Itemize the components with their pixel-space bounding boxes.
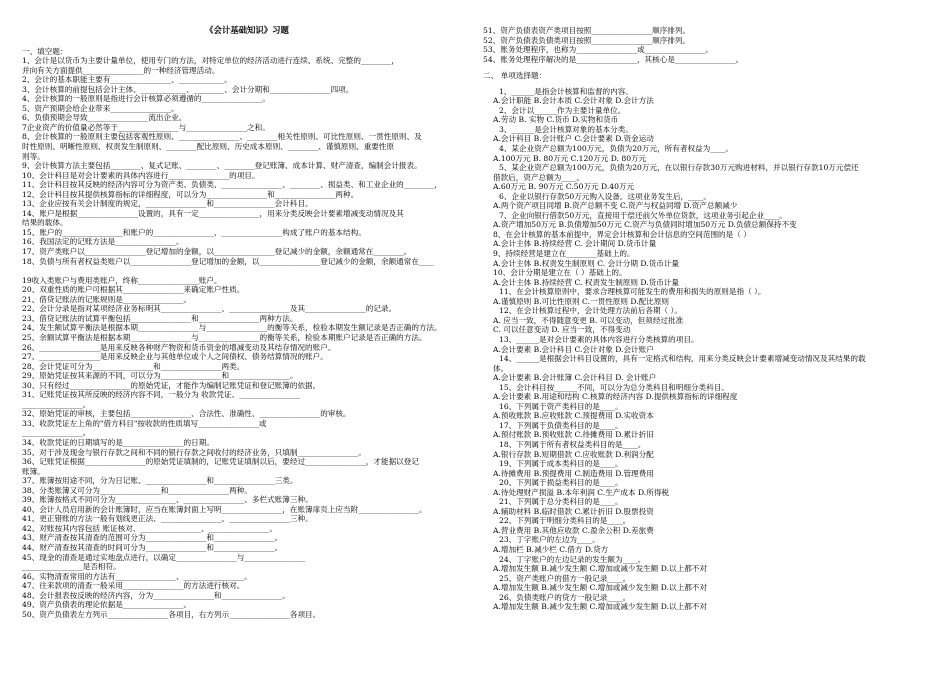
choice-line: 10、会计分期是建立在（ ）基础上的。 <box>493 268 627 278</box>
choice-line: 24、丁字账户的左边记录的发生额为____。 <box>499 554 646 564</box>
choice-line: 2、会计以______作为主要计量单位。 <box>499 105 626 115</box>
choice-line: A.待摊费用 B.预提费用 C.制造费用 D.管理费用 <box>493 468 654 478</box>
choice-line: 15、会计科目按______不同，可以分为总分类科目和明细分类科目。 <box>499 382 729 392</box>
question-line: 时性原则、明晰性原则、权责发生制原则、________配比原则、历史成本原则、________、谨慎原则、重要性原 <box>22 142 395 152</box>
choice-line: 23、丁字账户的左边为____。 <box>499 535 600 545</box>
question-line: 11、会计科目按其反映的经济内容可分为资产类、负债类、________________、________、损益类、和工业企业的________， <box>22 180 442 190</box>
question-line: 37、账簿按用途不同，分为日记账、________________和________________三类。 <box>22 476 298 486</box>
question-line: 21、借贷记账法的记账规则是________________。 <box>22 294 192 304</box>
question-line: 12、会计科目按其提供核算指标的详细程度，可以分为________________和________________两种。 <box>22 189 359 199</box>
question-line: 39、账簿按格式不同可分为________________、________________、多栏式账簿三种。 <box>22 495 313 505</box>
choice-line: 11、在会计核算原则中，要求合理核算可能发生的费用和损失的原则是指（ ）。 <box>499 287 766 297</box>
choice-line: 3、______是会计核算对象的基本分类。 <box>499 124 633 134</box>
choice-line: 4、某企业资产总额为100万元，负债为20万元，所有者权益为____。 <box>499 144 734 154</box>
question-line: 23、借贷记账法的试算平衡包括________________和________________两种方法。 <box>22 313 298 323</box>
choice-line: A.会计主体 B.权责发生制原则 C. 会计分期 D.货币计量 <box>493 258 680 268</box>
document-title: 《会计基础知识》习题 <box>205 25 289 35</box>
question-line: 52、资产负债表负债类项目按照________________顺序排列。 <box>483 35 691 45</box>
question-line: 一、填空题： <box>22 46 68 56</box>
choice-line: 18、下列属于所有者权益类科目的是____。 <box>499 439 646 449</box>
left-column <box>22 0 472 619</box>
question-line: 34、收款凭证的日期填写的是________________的日期。 <box>22 437 214 447</box>
choice-questions <box>483 87 931 612</box>
choice-line: 12、在会计核算过程中，会计处理方法前后各期（ ）。 <box>499 306 682 316</box>
question-line: ________________。 <box>22 428 91 438</box>
question-line: 43、财产清查按其清查的范围可分为________________和________________。 <box>22 533 283 543</box>
choice-line: A.预付账款 B.预收账款 C.待摊费用 D.累计折旧 <box>493 430 654 440</box>
choice-line: A.会计要素 B.会计科目 C.会计对象 D.会计账户 <box>493 344 654 354</box>
question-line: 24、发生额试算平衡法是根据本期________________与________________的衡等关系，检验本期发生额记录是否正确的方法。 <box>22 323 442 333</box>
question-line: ________________。 <box>22 399 91 409</box>
choice-line: 25、资产类账户的借方一般记录____。 <box>499 573 631 583</box>
choice-line: A.辅助材料 B.临时借款 C.累计折旧 D.股票投资 <box>493 506 654 516</box>
choice-line: 1、______是指会计核算和监督的内容。 <box>499 86 633 96</box>
choice-line: A.会计要素 B.用途和结构 C.核算的经济内容 D.提供核算指标的详细程度 <box>493 392 738 402</box>
choice-line: 5、某企业资产总额为100万元，负债为20万元，在以银行存款30万元购进材料，并以银行存款10万元偿还 <box>499 163 859 173</box>
question-line: 33、收款凭证左上角的"借方科目"按收款的性质填写________________或 <box>22 418 267 428</box>
question-line: 30、只有经过________________的原始凭证，才能作为编制记账凭证和登记账簿的依据。 <box>22 380 321 390</box>
choice-line: 13、______是对会计要素的具体内容进行分类核算的项目。 <box>499 334 699 344</box>
question-line: 41、更正错账的方法一般有划线更正法、________________、________________三种。 <box>22 514 313 524</box>
question-line: 并向有关方面提供________________的一种经济管理活动。 <box>22 65 220 75</box>
question-line: 22、会计分录是指对某项经济业务标明其________________、________________及其________________的记录。 <box>22 304 397 314</box>
question-line: 2、会计的基本职能主要有________________、____________。 <box>22 75 232 85</box>
choice-line: A.会计职能 B.会计本质 C.会计对象 D.会计方法 <box>493 96 654 106</box>
question-line: 17、资产类账户以________________登记增加的金额，以________________登记减少的金额，余额通常在________。 <box>22 247 412 257</box>
choice-line: A.会计主体 B.持续经营 C. 会计期间 D.货币计量 <box>493 239 657 249</box>
choice-line: C. 可以任意变动 D. 应当一致，不得变动 <box>493 325 631 335</box>
question-line: 5、资产预期会给企业带来________________。 <box>22 103 179 113</box>
choice-line: 16、下列属于资产类科目的是____。 <box>499 401 623 411</box>
choice-line: 6、企业以银行存款50万元购入设备。这项业务发生后，____。 <box>499 191 711 201</box>
choice-line: 9、持续经营是建立在________基础上的。 <box>493 249 635 259</box>
question-line: 54、账务处理程序解决的是________________，其核心是________________。 <box>483 54 744 64</box>
question-line: 1、会计是以货币为主要计量单位，使用专门的方法，对特定单位的经济活动进行连续、系统、完整的________， <box>22 56 399 66</box>
question-line: 29、原始凭证按其来源的不同，可以分为________________和________________。 <box>22 371 298 381</box>
question-line: 3、会计核算的前提包括会计主体、____________、________、会计分期和________________四项。 <box>22 84 354 94</box>
choice-line: A.银行存款 B.短期借款 C.应收账款 D.利润分配 <box>493 449 654 459</box>
choice-line: 14、______是根据会计科目设置的，具有一定格式和结构，用来分类反映会计要素增减变动情况及其结果的载 <box>499 354 866 364</box>
question-line: 18、负债与所有者权益类账户以________________登记增加的金额，以________________登记减少的金额，余额通常在____ <box>22 256 435 266</box>
right-column <box>483 0 931 612</box>
choice-line: A. 应当一致，不得随意变更 B. 可以变动，但须经过批准 <box>493 315 684 325</box>
choice-line: A.劳动 B. 实物 C.货币 D.实物和货币 <box>493 115 619 125</box>
question-line: 25、余额试算平衡法是根据本期________________与________________的衡等关系，检验本期账户记录是否正确的方法。 <box>22 332 427 342</box>
choice-line: A.会计主体 B.持续经营 C. 权责发生制原则 D.货币计量 <box>493 277 680 287</box>
choice-line: A.60万元 B. 90万元 C.50万元 D.40万元 <box>493 182 635 192</box>
question-line: 14、账户是根据________________设置的，具有一定________________，用来分类反映会计要素增减变动情况及其 <box>22 208 404 218</box>
question-line: 35、对于涉及现金与银行存款之间和不同的银行存款之间收付的经济业务，只填制________________。 <box>22 447 366 457</box>
fill-in-questions <box>22 47 472 620</box>
question-line: 27、________________是用来反映企业与其他单位或个人之间债权、债务结算情况的账户。 <box>22 352 328 362</box>
question-line: 28、会计凭证可分为________________和________________两类。 <box>22 361 245 371</box>
question-line: 47、往来款项的清查一般采用________________的方法进行核对。 <box>22 581 245 591</box>
question-line: 45、现金的清查是通过实地盘点进行，以确定________________与________________ <box>22 552 306 562</box>
question-line: 50、资产负债表左方列示________________各项目，右方列示________________各项目。 <box>22 609 321 619</box>
choice-line: A.预收账款 B.应收账款 C.预提费用 D.实收资本 <box>493 411 654 421</box>
question-line: 38、分类账簿又可分为________________和________________两种。 <box>22 485 252 495</box>
choice-line: A.增加发生额 B.减少发生额 C.增加或减少发生额 D.以上都不对 <box>493 602 707 612</box>
question-line: 26、________________是用来反映各种财产物资和货币资金的增减变动及其结存情况的账户。 <box>22 342 336 352</box>
question-line: 51、资产负债表资产类项目按照________________顺序排列。 <box>483 26 691 35</box>
question-line: 32、原始凭证的审核，主要包括________________、合法性、准确性、________________的审核。 <box>22 409 351 419</box>
fill-in-questions-continued <box>483 26 931 64</box>
choice-line: A.增加发生额 B.减少发生额 C.增加或减少发生额 D.以上都不对 <box>493 583 707 593</box>
choice-line: 22、下列属于明细分类科目的是____。 <box>499 516 631 526</box>
question-line: 10、会计科目是对会计要素的具体内容进行________________的项目。 <box>22 170 260 180</box>
question-line: 8、会计核算的一般原则主要包括客观性原则、________________、________相关性原则、可比性原则、一贯性原则、及 <box>22 132 422 142</box>
choice-line: 8、在会计核算的基本前提中，界定会计核算和会计信息的空间范围的是（ ） <box>493 229 751 239</box>
choice-line: A.增加发生额 B.减少发生额 C.增加或减少发生额 D.以上都不对 <box>493 564 707 574</box>
question-line: 4、会计核算的一般原则是指进行会计核算必须遵循的________________。 <box>22 94 270 104</box>
choice-line: 19、下列属于成本类科目的是____。 <box>499 459 623 469</box>
choice-line: A.待处理财产损溢 B.本年利润 C.生产成本 D.所得税 <box>493 487 670 497</box>
question-line: 49、资产负债表的理论依据是________________。 <box>22 600 192 610</box>
question-line: 结果的载体。 <box>22 218 68 228</box>
choice-line: 7、企业向银行借款50万元，直接用于偿还前欠外单位货款，这项业务引起企业____。 <box>499 210 787 220</box>
choice-line: A.100万元 B. 80万元 C.120万元 D. 80万元 <box>493 153 647 163</box>
question-line: 42、对账按其内容包括 账证核对、________________、________________。 <box>22 523 278 533</box>
choice-line: A.会计要素 B.会计账簿 C.会计科目 D. 会计账户 <box>493 373 657 383</box>
question-line: 44、财产清查按其清查的时间可分为________________和________________。 <box>22 542 283 552</box>
question-line: 9、会计核算方法主要包括________、复式记账、________、________登记账簿、成本计算、财产清查，编制会计报表。 <box>22 161 422 171</box>
question-line: 53、账务处理程序，也称为________________或________________。 <box>483 45 713 55</box>
choice-line: A.资产增加50万元 B.负债增加50万元 C.资产与负债同时增加50万元 D.负债总额保持不变 <box>493 220 797 230</box>
question-line: 15、账户的________________和账户的________________、________________构成了账户的基本结构。 <box>22 227 366 237</box>
question-line: 6、负债预期会导致________________流出企业。 <box>22 113 187 123</box>
question-line: 46、实物清查常用的方法有________________、________________。 <box>22 571 252 581</box>
question-line: 16、我国法定的记账方法是________________。 <box>22 237 184 247</box>
choice-line: 21、下列属于总分类科目的是____。 <box>499 497 623 507</box>
question-line: 13、企业应按有关会计制度的规定，________________和________________会计科目。 <box>22 199 313 209</box>
choice-line: 26、负债类账户的贷方一般记录____。 <box>499 592 631 602</box>
question-line: 7企业资产的价值量必然等于________________与________________之和。 <box>22 122 270 132</box>
choice-line: A.谨慎原则 B.可比性原则 C.一贯性原则 D.配比原则 <box>493 296 670 306</box>
question-line: 36、记账凭证根据________________的原始凭证填制的，记账凭证填制以后，要经过________________，才能据以登记 <box>22 457 419 467</box>
choice-line: 体。 <box>493 363 509 373</box>
question-line <box>22 266 472 276</box>
choice-line: 17、下列属于负债类科目的是____。 <box>499 420 623 430</box>
question-line: 账簿。 <box>22 466 45 476</box>
choice-line: 借款后，资产总额为____。 <box>493 172 585 182</box>
question-line: 则等。 <box>22 151 45 161</box>
choice-line: A.两个资产项目同增 B.资产总额不变 C.资产与权益同增 D.资产总额减少 <box>493 201 738 211</box>
choice-line: A.会计科目 B.会计账户 C.会计要素 D.资金运动 <box>493 134 654 144</box>
question-line: 19收入类账户与费用类账户，终称________________账户。 <box>22 275 222 285</box>
question-line: 31、记账凭证按其所反映的经济内容不同，一般分为 收款凭证、________________ <box>22 390 300 400</box>
choice-line: 20、下列属于损益类科目的是____。 <box>499 478 623 488</box>
section-title-choice: 二、 单项选择题： <box>483 71 547 81</box>
question-line: 48、会计报表按反映的经济内容，分为________________和________________。 <box>22 590 290 600</box>
question-line: 20、双重性质的账户可根据其________________来确定账户性质。 <box>22 285 245 295</box>
choice-line: A.增加栏 B.减少栏 C.借方 D.贷方 <box>493 544 609 554</box>
question-line: 40、会计人员启用新的会计账簿时，应当在账簿封面上写明________________，在账簿扉页上应当附________________。 <box>22 504 427 514</box>
question-line: ________________是否相符。 <box>22 562 121 572</box>
choice-line: A.营业费用 B.其他应收款 C.盈余公积 D.差旅费 <box>493 525 654 535</box>
